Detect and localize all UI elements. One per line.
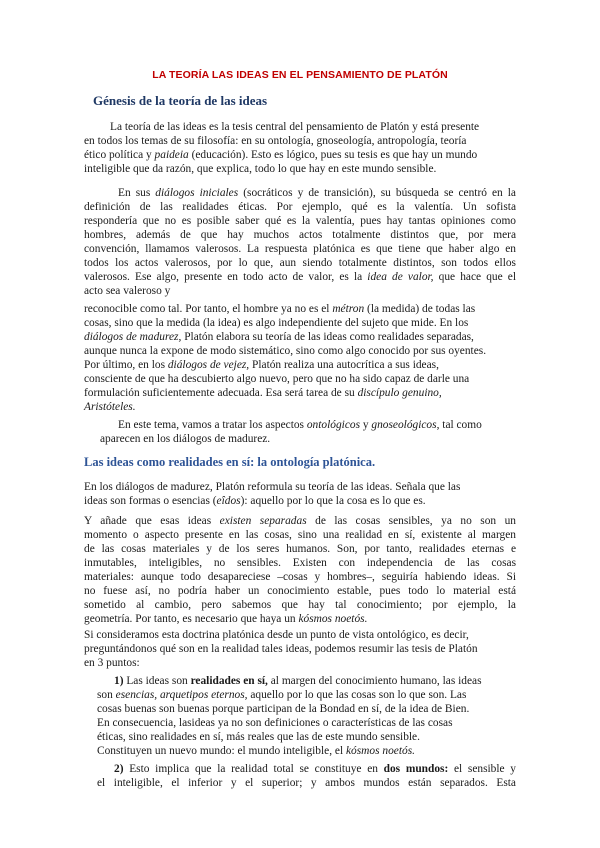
section-heading-ontology: Las ideas como realidades en sí: la ontología platónica. xyxy=(84,455,376,469)
p5-line-1: Y añade que esas ideas existen separadas de las cosas sensibles, ya no son un xyxy=(84,515,516,527)
p2-line-14: consciente de que ha descubierto algo nuevo, pero que no ha sido capaz de darle una xyxy=(84,373,470,385)
p5-line-6: no fuese así, no podría haber un conocimiento estable, pues todo lo material está xyxy=(84,585,516,597)
list-item-1-line-4: En consecuencia, lasideas ya no son definiciones o características de las cosas xyxy=(97,717,453,729)
p5-line-3: de las cosas materiales y de los seres humanos. Son, por tanto, realidades eternas e xyxy=(84,543,516,555)
p2-line-5: convención, llamamos valerosos. La respuesta platónica es que tiene que haber algo en xyxy=(84,243,516,255)
p5-line-5: materiales: aunque todo desapareciese –cosas y hombres–, seguiría habiendo ideas. Si xyxy=(84,571,516,583)
p1-line-2: en todos los temas de su filosofía: en su ontología, gnoseología, antropología, teoría xyxy=(84,135,467,147)
list-item-1-line-6: Constituyen un nuevo mundo: el mundo inteligible, el kósmos noetós. xyxy=(97,745,415,757)
list-item-2-line-2: el inteligible, el inferior y el superior; y ambos mundos están separados. Esta xyxy=(97,777,516,789)
p4-line-1: En los diálogos de madurez, Platón reformula su teoría de las ideas. Señala que las xyxy=(84,481,461,493)
p5-line-8: geometría. Por tanto, es necesario que haya un kósmos noetós. xyxy=(84,613,368,625)
p2-line-4: hombres, además de que hay muchos actos totalmente distintos que, por mera xyxy=(84,229,516,241)
p3-line-1: En este tema, vamos a tratar los aspectos ontológicos y gnoseológicos, tal como xyxy=(118,419,482,431)
list-item-2-line-1: 2) Esto implica que la realidad total se constituye en dos mundos: el sensible y xyxy=(114,763,516,775)
p5-line-9: Si consideramos esta doctrina platónica desde un punto de vista ontológico, es decir, xyxy=(84,629,469,641)
list-item-1-line-5: éticas, sino realidades en sí, más reales que las de este mundo sensible. xyxy=(97,731,420,743)
p4-line-2: ideas son formas o esencias (eîdos): aquello por lo que la cosa es lo que es. xyxy=(84,495,426,507)
p1-line-4: inteligible que da razón, que explica, todo lo que hay en este mundo sensible. xyxy=(84,163,437,175)
p2-line-15: formulación suficientemente adecuada. Esa será tarea de su discípulo genuino, xyxy=(84,387,442,399)
p2-line-3: respondería que no es posible saber qué es la valentía, pues hay tantas opiniones como xyxy=(84,215,516,227)
section-heading-genesis: Génesis de la teoría de las ideas xyxy=(93,93,268,108)
p2-line-12: aunque nunca la expone de modo sistemático, sino como algo conocido por sus oyentes. xyxy=(84,345,487,357)
p2-line-11: diálogos de madurez, Platón elabora su teoría de las ideas como realidades separadas, xyxy=(84,331,474,343)
p2-line-6: todos los actos valerosos, por lo que, aun siendo totalmente distintos, son todos ellos xyxy=(84,257,516,269)
p3-line-2: aparecen en los diálogos de madurez. xyxy=(100,433,271,445)
p5-line-10: preguntándonos qué son en la realidad tales ideas, podemos resumir las tesis de Platón xyxy=(84,643,478,655)
p2-line-1: En sus diálogos iniciales (socráticos y de transición), su búsqueda se centró en la xyxy=(118,187,516,199)
p5-line-4: inmutables, inteligibles, no sensibles. Existen con independencia de las cosas xyxy=(84,557,516,569)
p2-line-2: definición de las realidades éticas. Por ejemplo, qué es la valentía. Un sofista xyxy=(84,201,516,213)
p2-line-8: acto sea valeroso y xyxy=(84,285,171,297)
p2-line-9: reconocible como tal. Por tanto, el hombre ya no es el métron (la medida) de todas las xyxy=(84,303,476,315)
document-title: LA TEORÍA LAS IDEAS EN EL PENSAMIENTO DE PLATÓN xyxy=(152,69,448,81)
p2-line-10: cosas, sino que la medida (la idea) es algo independiente del sujeto que mide. En los xyxy=(84,317,469,329)
p5-line-11: en 3 puntos: xyxy=(84,657,140,669)
list-item-1-line-2: son esencias, arquetipos eternos, aquello por lo que las cosas son lo que son. Las xyxy=(97,689,467,701)
p2-line-13: Por último, en los diálogos de vejez, Platón realiza una autocrítica a sus ideas, xyxy=(84,359,439,371)
list-item-1-line-3: cosas buenas son buenas porque participan de la Bondad en sí, de la idea de Bien. xyxy=(97,703,470,715)
list-item-1-line-1: 1) Las ideas son realidades en sí, al margen del conocimiento humano, las ideas xyxy=(114,675,482,687)
p2-line-7: valerosos. Ese algo, presente en todo acto de valor, es la idea de valor, que hace que el xyxy=(84,271,516,283)
p2-line-16: Aristóteles. xyxy=(84,401,136,413)
p1-line-3: ético política y paideia (educación). Esto es lógico, pues su tesis es que hay un mundo xyxy=(84,149,478,161)
p5-line-2: momento o aspecto presente en las cosas, sino una realidad en sí, existente al margen xyxy=(84,529,516,541)
p1-line-1: La teoría de las ideas es la tesis central del pensamiento de Platón y está presente xyxy=(110,121,480,133)
p5-line-7: sometido al cambio, pero sabemos que hay tal conocimiento; por ejemplo, la xyxy=(84,599,516,611)
